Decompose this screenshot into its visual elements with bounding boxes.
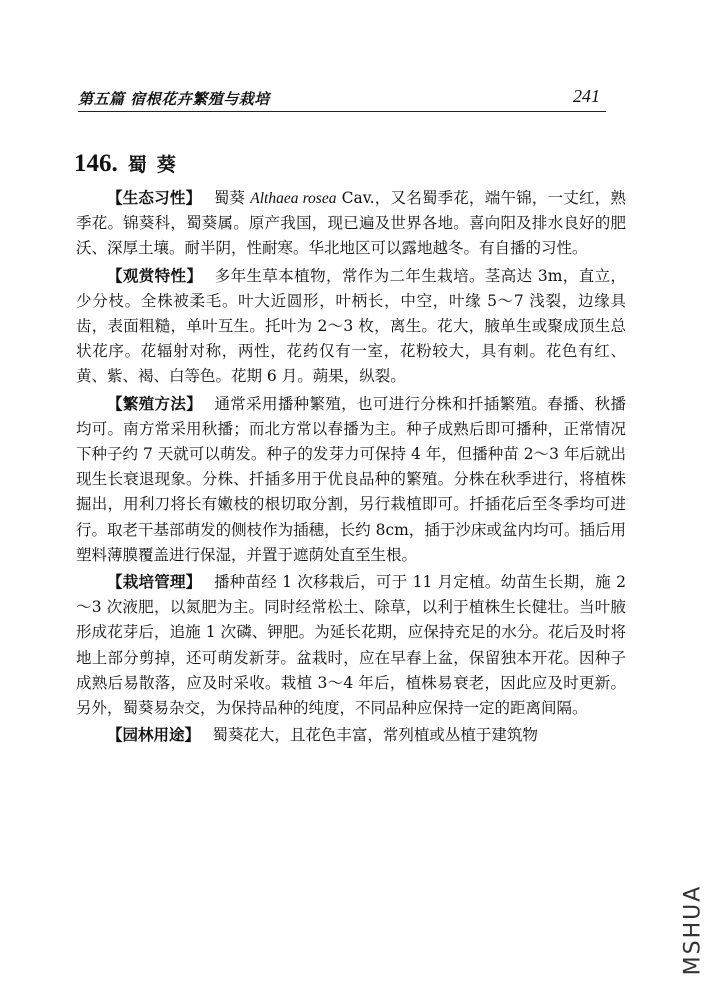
chapter-title: 第五篇 宿根花卉繁殖与栽培	[78, 90, 270, 108]
page-number: 241	[573, 86, 600, 106]
paragraph-ornamental	[76, 264, 626, 390]
watermark-text: MSHUA	[680, 884, 706, 976]
paragraph-text: 通常采用播种繁殖，也可进行分株和扦插繁殖。春播、秋播均可。南方常采用秋播；而北方常以春播为主。种子成熟后即可播种，正常情况下种子约 7 天就可以萌发。种子的发芽力可保持 4 年，但播种苗 2～3 年后就出现生长衰退现象。分株、扦插多用于优良品种的繁殖。分株在秋季进行，将植株掘出，用利刀将长有嫩枝的根切取分割，另行栽植即可。扦插花后至冬季均可进行。取老干基部萌发的侧枝作为插穗，长约 8cm，插于沙床或盆内均可。插后用塑料薄膜覆盖进行保湿，并置于遮荫处直至生根。	[76, 394, 626, 564]
section-title	[74, 150, 186, 178]
paragraph-label: 【栽培管理】	[107, 573, 202, 592]
paragraph-text: Cav.，又名蜀季花，端午锦，一丈红，熟季花。锦葵科，蜀葵属。原产我国，现已遍及世界各地。喜向阳及排水良好的肥沃、深厚土壤。耐半阴，性耐寒。华北地区可以露地越冬。有自播的习性。	[76, 189, 626, 258]
paragraph-ecology	[76, 186, 626, 262]
paragraph-propagation	[76, 392, 626, 568]
plant-common-name: 蜀葵	[213, 189, 246, 207]
paragraph-text: 蜀葵花大，且花色丰富，常列植或丛植于建筑物	[212, 726, 538, 745]
paragraph-label: 【生态习性】	[107, 189, 202, 207]
watermark	[681, 865, 705, 995]
paragraph-label: 【园林用途】	[107, 726, 201, 745]
paragraph-label: 【观赏特性】	[107, 266, 203, 285]
running-header	[78, 86, 606, 114]
paragraph-text: 多年生草本植物，常作为二年生栽培。茎高达 3m，直立，少分枝。全株被柔毛。叶大近圆形，叶柄长，中空，叶缘 5～7 浅裂，边缘具齿，表面粗糙，单叶互生。托叶为 2～3 枚，离生。花大，腋单生或聚成顶生总状花序。花辐射对称，两性，花药仅有一室，花粉较大，具有刺。花色有红、黄、紫、褐、白等色。花期 6 月。蒴果，纵裂。	[76, 266, 626, 386]
body-text	[76, 186, 626, 750]
header-rule	[78, 111, 606, 112]
paragraph-label: 【繁殖方法】	[107, 394, 203, 413]
section-name: 蜀葵	[127, 154, 186, 176]
latin-name: Althaea rosea	[250, 190, 337, 207]
paragraph-landscape-use	[76, 723, 626, 748]
paragraph-cultivation	[76, 570, 626, 721]
paragraph-text: 播种苗经 1 次移栽后，可于 11 月定植。幼苗生长期，施 2～3 次液肥，以氮肥为主。同时经常松土、除草，以利于植株生长健壮。当叶腋形成花芽后，追施 1 次磷、钾肥。为延长花期，应保持充足的水分。花后及时将地上部分剪掉，还可萌发新芽。盆栽时，应在早春上盆，保留独本开花。因种子成熟后易散落，应及时采收。栽植 3～4 年后，植株易衰老，因此应及时更新。另外，蜀葵易杂交，为保持品种的纯度，不同品种应保持一定的距离间隔。	[76, 573, 626, 718]
section-number: 146.	[74, 150, 118, 177]
